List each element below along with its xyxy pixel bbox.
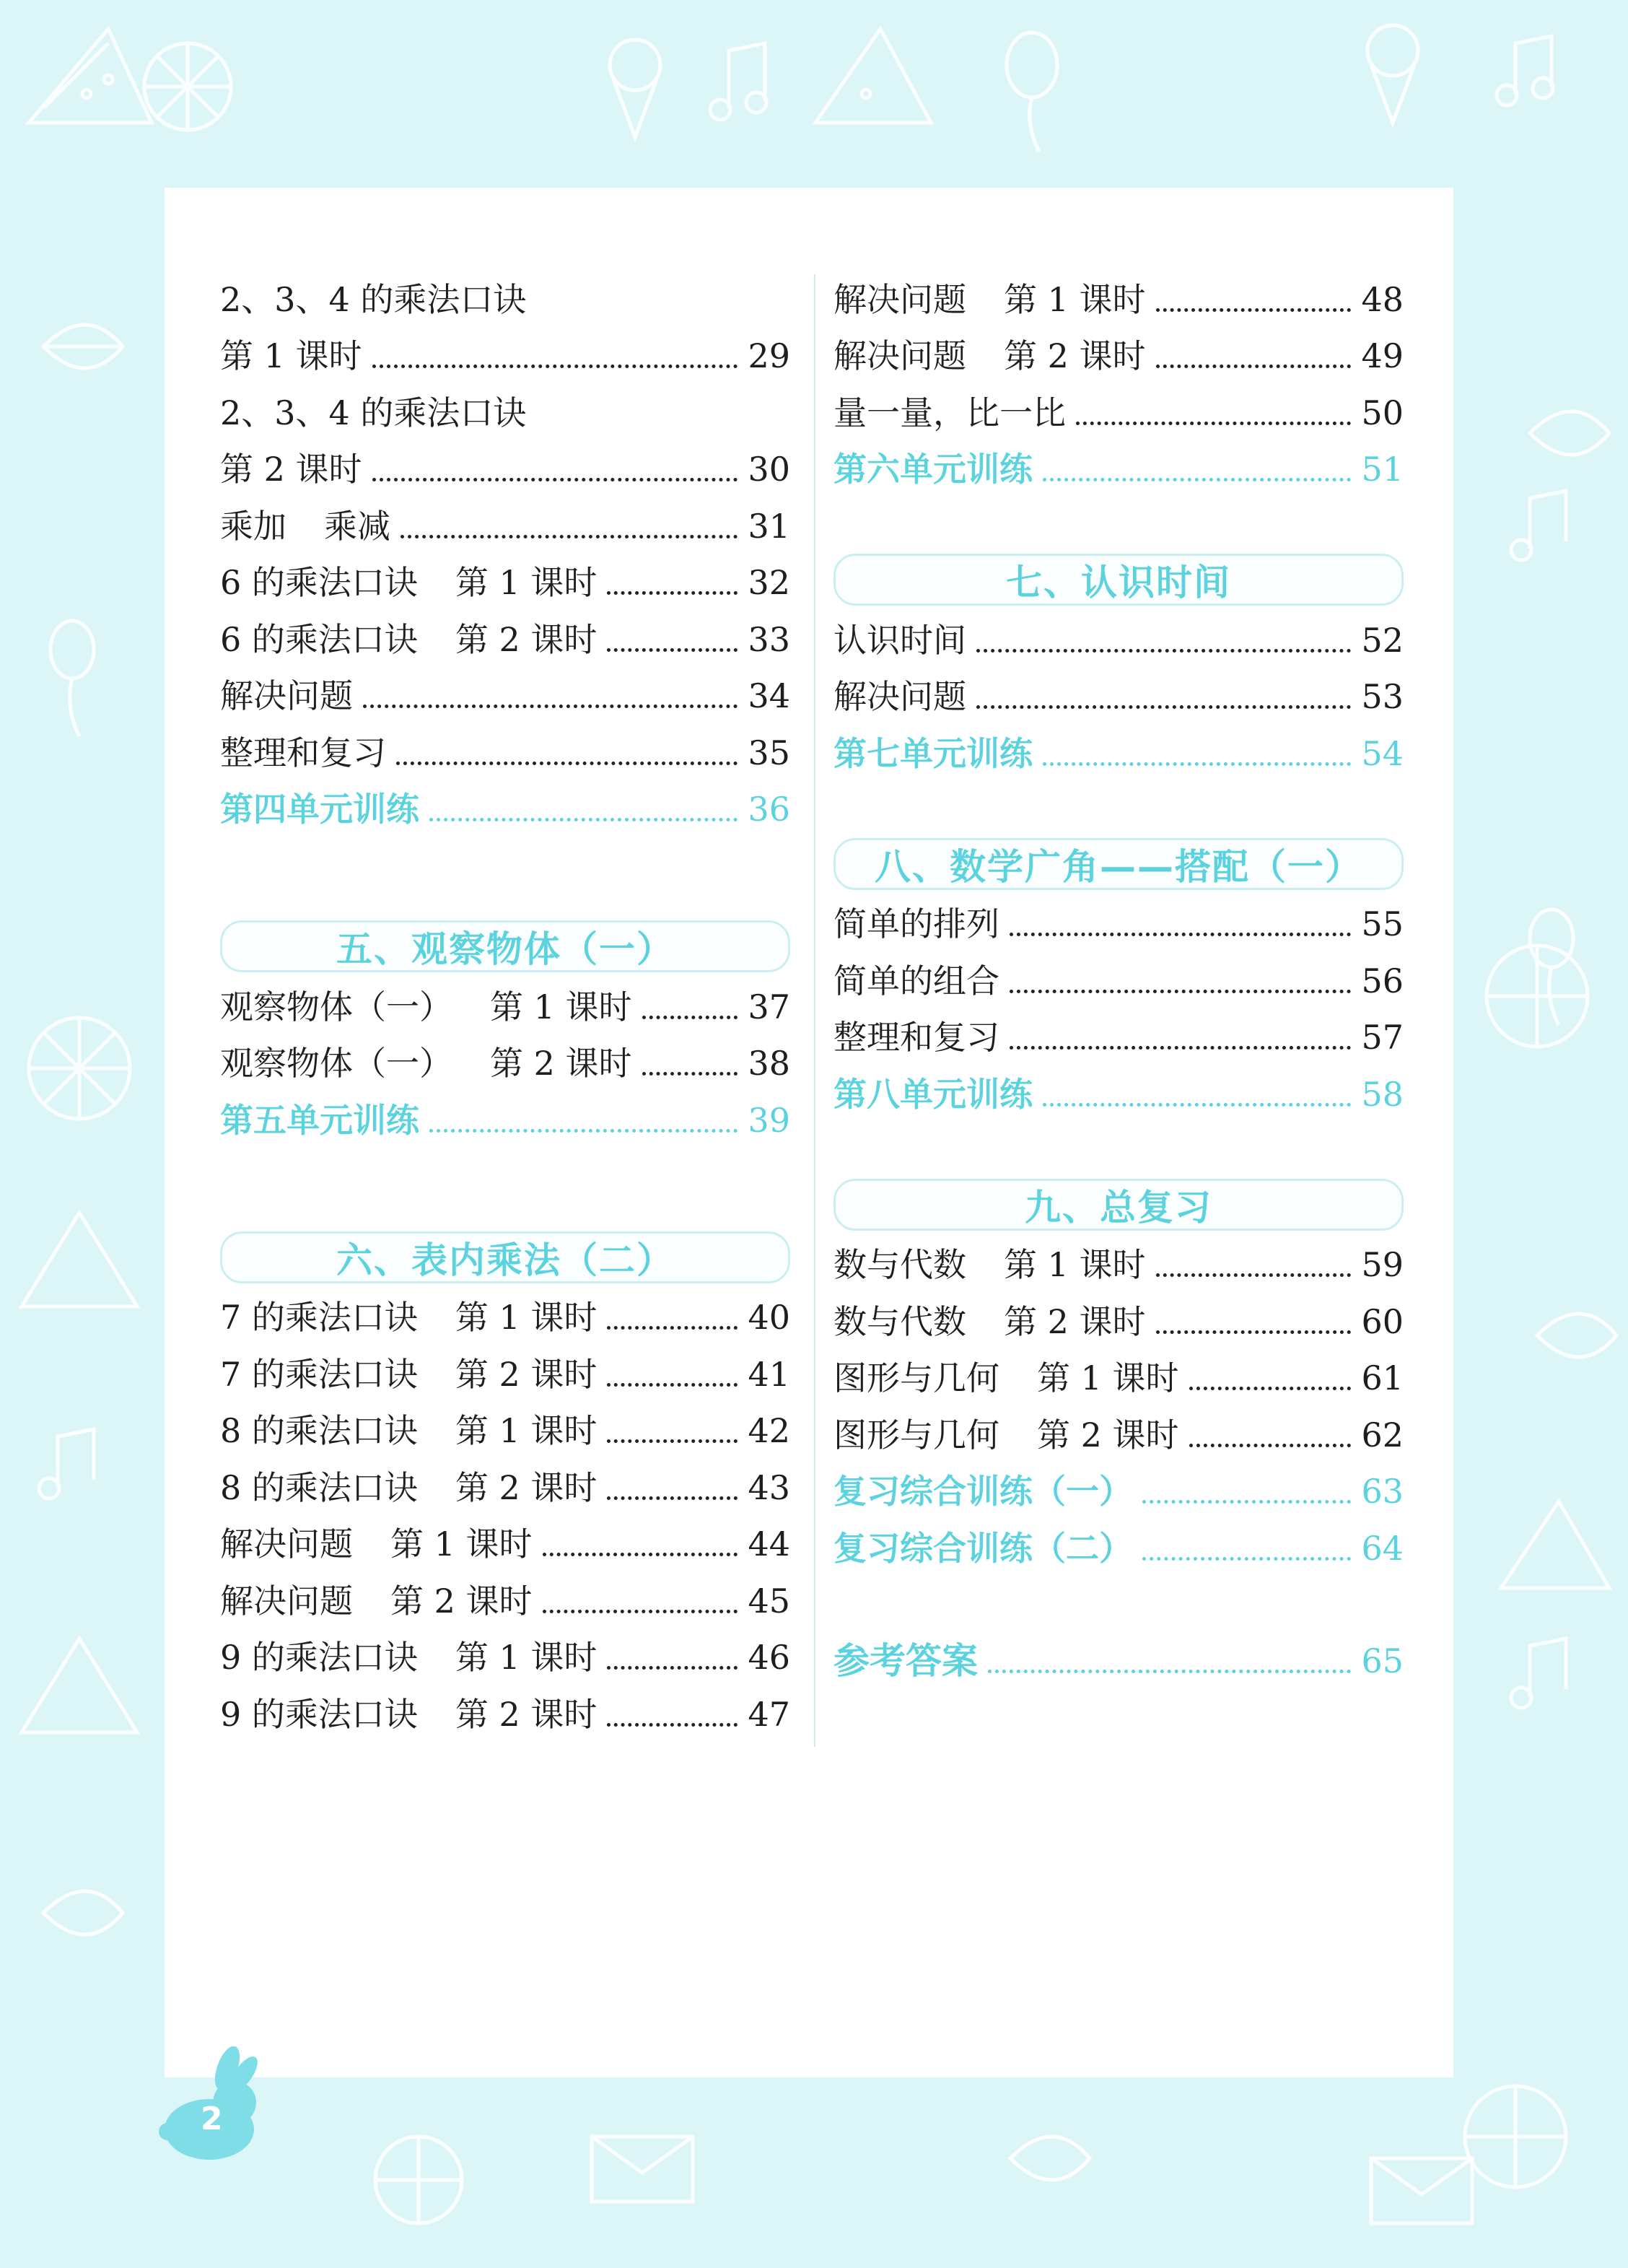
toc-entry-title-a: 数与代数 (833, 1301, 966, 1341)
dot-leader (372, 474, 738, 481)
toc-entry[interactable] (220, 1685, 790, 1743)
dot-leader (1043, 1099, 1351, 1107)
toc-page-number: 63 (1361, 1472, 1404, 1511)
toc-entry-title-b: 第 2 课时 (1004, 336, 1146, 375)
toc-entry-title: 量一量，比一比 (833, 393, 1066, 432)
dot-leader (607, 1379, 738, 1387)
toc-page-number: 54 (1361, 733, 1404, 773)
toc-entry-title: 解决问题 (833, 677, 966, 716)
toc-entry-title: 第八单元训练 (833, 1074, 1033, 1114)
toc-entry-title: 解决问题 (220, 676, 353, 715)
toc-answers-entry[interactable] (833, 1633, 1404, 1690)
toc-entry[interactable] (833, 1350, 1404, 1407)
dot-leader (1189, 1382, 1352, 1390)
toc-entry-title-a: 6 的乘法口诀 (220, 619, 418, 659)
dot-leader (372, 360, 738, 368)
toc-entry-title-a: 乘加 (220, 506, 286, 546)
toc-entry[interactable] (220, 1459, 790, 1516)
dot-leader (1156, 360, 1352, 368)
toc-entry-title: 整理和复习 (220, 733, 386, 772)
toc-entry[interactable] (833, 1237, 1404, 1294)
dot-leader (363, 700, 738, 708)
toc-entry-title: 参考答案 (833, 1640, 978, 1682)
toc-entry-title-a: 数与代数 (833, 1245, 966, 1284)
toc-entry-title-b: 第 1 课时 (490, 987, 632, 1026)
dot-leader (607, 1662, 738, 1670)
toc-page-number: 61 (1361, 1358, 1404, 1397)
toc-entry-title (220, 1460, 597, 1516)
toc-page-number: 32 (748, 563, 790, 602)
music-note-icon (710, 43, 766, 120)
toc-entry-title-a: 7 的乘法口诀 (220, 1298, 418, 1337)
toc-entry-title-b: 第 1 课时 (1037, 1358, 1179, 1397)
dot-leader (607, 1322, 738, 1330)
toc-entry-title-a: 8 的乘法口诀 (220, 1467, 418, 1507)
toc-heading: 2、3、4 的乘法口诀 (220, 393, 527, 432)
toc-entry-title (833, 1237, 1146, 1293)
toc-page-number: 55 (1361, 904, 1404, 943)
music-note-icon (1497, 36, 1553, 105)
toc-page-number: 64 (1361, 1528, 1404, 1568)
toc-entry-title-b: 第 1 课时 (1004, 279, 1146, 319)
toc-page-number: 53 (1361, 677, 1404, 716)
toc-entry[interactable] (833, 1009, 1404, 1066)
dot-leader (642, 1011, 738, 1019)
toc-entry-title: 第六单元训练 (833, 450, 1033, 489)
toc-entry[interactable] (220, 1035, 790, 1092)
toc-entry[interactable] (220, 1403, 790, 1460)
toc-entry-title-b: 第 1 课时 (455, 563, 598, 602)
toc-page-number: 43 (748, 1467, 790, 1507)
toc-page-number: 47 (748, 1694, 790, 1734)
lemon-slice-icon (144, 43, 231, 130)
toc-entry-title-a: 解决问题 (833, 336, 966, 375)
toc-entry-title-b: 第 1 课时 (390, 1525, 533, 1563)
toc-entry-title-a: 7 的乘法口诀 (220, 1354, 418, 1394)
toc-entry[interactable] (220, 1516, 790, 1573)
unit-header[interactable]: 五、观察物体（一） (220, 920, 790, 972)
page-number: 2 (201, 2101, 223, 2137)
toc-page-number: 35 (748, 733, 790, 772)
toc-entry[interactable] (220, 724, 790, 781)
toc-left-column (220, 271, 790, 1743)
toc-entry-title-a: 解决问题 (220, 1525, 353, 1563)
toc-entry-title-b: 第 2 课时 (1004, 1301, 1146, 1341)
toc-page-number: 50 (1361, 393, 1404, 432)
unit-header[interactable]: 九、总复习 (833, 1179, 1404, 1231)
dot-leader (543, 1605, 738, 1613)
toc-entry-title (833, 271, 1146, 328)
toc-entry-title: 简单的组合 (833, 961, 999, 1000)
toc-entry[interactable] (220, 1345, 790, 1403)
dot-leader (1156, 1326, 1352, 1334)
toc-page-number: 30 (748, 450, 790, 489)
unit-header[interactable]: 七、认识时间 (833, 554, 1404, 606)
toc-page-number: 56 (1361, 961, 1404, 1000)
toc-entry-title (833, 1350, 1179, 1406)
dot-leader (976, 701, 1351, 709)
toc-entry-title-a: 6 的乘法口诀 (220, 563, 418, 602)
toc-page-number: 36 (748, 790, 790, 829)
toc-page-number: 52 (1361, 620, 1404, 660)
dot-leader (607, 1719, 738, 1727)
dot-leader (429, 814, 738, 821)
toc-heading-row (220, 271, 790, 328)
toc-entry[interactable] (220, 1572, 790, 1629)
toc-entry-title (220, 1346, 597, 1403)
toc-entry-title (833, 1294, 1146, 1350)
envelope-icon (592, 2137, 1472, 2223)
toc-entry[interactable] (220, 441, 790, 498)
toc-entry[interactable] (833, 668, 1404, 725)
toc-entry[interactable] (833, 611, 1404, 668)
toc-entry-title-b: 第 2 课时 (390, 1581, 533, 1621)
dot-leader (1043, 474, 1351, 481)
toc-training-entry[interactable] (833, 1065, 1404, 1122)
toc-entry-title-b: 第 2 课时 (455, 1694, 598, 1734)
toc-entry-title-b: 第 1 课时 (1004, 1245, 1146, 1284)
dot-leader (1142, 1496, 1351, 1504)
toc-page-number: 46 (748, 1638, 790, 1677)
toc-page-number: 48 (1361, 279, 1404, 319)
toc-entry[interactable] (833, 271, 1404, 328)
toc-entry[interactable] (220, 554, 790, 611)
toc-entry-title (220, 498, 390, 554)
toc-page-number: 37 (748, 987, 790, 1026)
toc-entry-title: 第四单元训练 (220, 790, 419, 829)
dot-leader (988, 1665, 1351, 1673)
toc-page-number: 62 (1361, 1415, 1404, 1454)
toc-entry-title: 简单的排列 (833, 904, 999, 943)
toc-entry-title-b: 第 1 课时 (455, 1298, 598, 1337)
toc-right-column (833, 271, 1404, 1689)
toc-entry-title-a: 观察物体（一） (220, 987, 452, 1026)
unit-header[interactable]: 六、表内乘法（二） (220, 1231, 790, 1283)
toc-entry-title (220, 1629, 597, 1685)
toc-page-number: 60 (1361, 1301, 1404, 1341)
toc-entry[interactable] (220, 611, 790, 668)
toc-entry-title-b: 第 1 课时 (455, 1411, 598, 1450)
toc-entry-title (220, 1516, 533, 1572)
toc-entry-title-a: 9 的乘法口诀 (220, 1638, 418, 1677)
toc-entry-title-b: 第 1 课时 (455, 1638, 598, 1677)
column-divider (814, 274, 815, 1747)
toc-entry-title (220, 1289, 597, 1345)
toc-entry-title (833, 328, 1146, 384)
dot-leader (401, 531, 738, 538)
toc-entry-title (220, 979, 632, 1035)
toc-heading: 2、3、4 的乘法口诀 (220, 279, 527, 319)
toc-training-entry[interactable] (833, 441, 1404, 498)
toc-page-number: 39 (748, 1100, 790, 1140)
toc-page-number: 42 (748, 1411, 790, 1450)
toc-entry-title: 整理和复习 (833, 1018, 999, 1057)
dot-leader (1156, 304, 1352, 312)
toc-entry-title-b: 第 2 课时 (490, 1044, 632, 1083)
toc-page-number: 44 (748, 1525, 790, 1563)
dot-leader (1010, 985, 1351, 993)
toc-page-number: 59 (1361, 1245, 1404, 1284)
dot-leader (607, 1492, 738, 1500)
toc-entry-title-a: 观察物体（一） (220, 1044, 452, 1083)
dot-leader (1010, 928, 1351, 936)
toc-entry-title (220, 1035, 632, 1091)
toc-entry-title (220, 1403, 597, 1459)
toc-entry-title-a: 解决问题 (833, 279, 966, 319)
toc-entry[interactable] (220, 1629, 790, 1686)
toc-entry[interactable] (833, 384, 1404, 441)
toc-entry[interactable] (833, 1293, 1404, 1350)
toc-entry-title (220, 1686, 597, 1743)
toc-entry-title: 第 1 课时 (220, 336, 362, 375)
toc-entry[interactable] (833, 1406, 1404, 1463)
toc-entry-title-b: 乘减 (324, 506, 390, 546)
toc-entry-title (833, 1407, 1179, 1463)
toc-page-number: 65 (1361, 1641, 1404, 1680)
ice-cream-icon (610, 40, 660, 137)
dot-leader (1043, 758, 1351, 766)
toc-entry-title-b: 第 2 课时 (1037, 1415, 1179, 1454)
dot-leader (1189, 1439, 1352, 1447)
toc-page-number: 33 (748, 619, 790, 659)
toc-page-number: 29 (748, 336, 790, 375)
toc-page-number: 45 (748, 1581, 790, 1621)
dot-leader (1076, 417, 1351, 425)
dot-leader (976, 645, 1351, 653)
dot-leader (1142, 1553, 1351, 1561)
toc-entry[interactable] (220, 497, 790, 554)
toc-entry[interactable] (220, 328, 790, 385)
toc-entry[interactable] (220, 668, 790, 725)
toc-page-number: 58 (1361, 1074, 1404, 1114)
toc-page-number: 57 (1361, 1018, 1404, 1057)
toc-entry-title: 第七单元训练 (833, 733, 1033, 773)
toc-entry-title (220, 1573, 533, 1629)
toc-entry-title-a: 图形与几何 (833, 1358, 999, 1397)
toc-entry-title: 复习综合训练（二） (833, 1528, 1132, 1568)
toc-page-number: 34 (748, 676, 790, 715)
toc-entry-title: 认识时间 (833, 620, 966, 660)
toc-entry-title-a: 8 的乘法口诀 (220, 1411, 418, 1450)
toc-entry[interactable] (833, 896, 1404, 953)
dot-leader (642, 1068, 738, 1076)
toc-entry-title: 第 2 课时 (220, 450, 362, 489)
toc-entry-title (220, 611, 597, 668)
toc-page-number: 38 (748, 1044, 790, 1083)
dot-leader (1156, 1269, 1352, 1277)
toc-page-number: 51 (1361, 450, 1404, 489)
toc-entry[interactable] (220, 1289, 790, 1346)
toc-page-number: 49 (1361, 336, 1404, 375)
unit-header[interactable]: 八、数学广角——搭配（一） (833, 838, 1404, 890)
toc-training-entry[interactable] (833, 1463, 1404, 1520)
dot-leader (607, 587, 738, 595)
dot-leader (607, 644, 738, 652)
toc-training-entry[interactable] (833, 725, 1404, 782)
toc-training-entry[interactable] (220, 1091, 790, 1148)
toc-training-entry[interactable] (220, 781, 790, 838)
toc-entry-title-b: 第 2 课时 (455, 619, 598, 659)
toc-page-number: 41 (748, 1354, 790, 1394)
toc-entry-title (220, 554, 597, 611)
toc-entry-title-a: 9 的乘法口诀 (220, 1694, 418, 1734)
toc-entry-title: 复习综合训练（一） (833, 1472, 1132, 1511)
toc-entry[interactable] (220, 978, 790, 1035)
toc-entry-title-b: 第 2 课时 (455, 1354, 598, 1394)
toc-entry[interactable] (833, 952, 1404, 1009)
watermelon-icon (815, 29, 931, 123)
toc-entry-title-b: 第 2 课时 (455, 1467, 598, 1507)
toc-page-number: 40 (748, 1298, 790, 1337)
dot-leader (396, 757, 738, 765)
toc-entry-title-a: 解决问题 (220, 1581, 353, 1621)
balloon-icon (1007, 32, 1057, 152)
dot-leader (1010, 1042, 1351, 1050)
toc-entry[interactable] (833, 328, 1404, 385)
toc-heading-row (220, 384, 790, 441)
toc-page-number: 31 (748, 506, 790, 546)
ice-cream-icon (1367, 25, 1418, 123)
dot-leader (429, 1125, 738, 1133)
dot-leader (607, 1435, 738, 1443)
toc-entry-title-a: 图形与几何 (833, 1415, 999, 1454)
toc-entry-title: 第五单元训练 (220, 1100, 419, 1140)
toc-training-entry[interactable] (833, 1519, 1404, 1576)
dot-leader (543, 1548, 738, 1556)
watermelon-icon (29, 29, 152, 123)
